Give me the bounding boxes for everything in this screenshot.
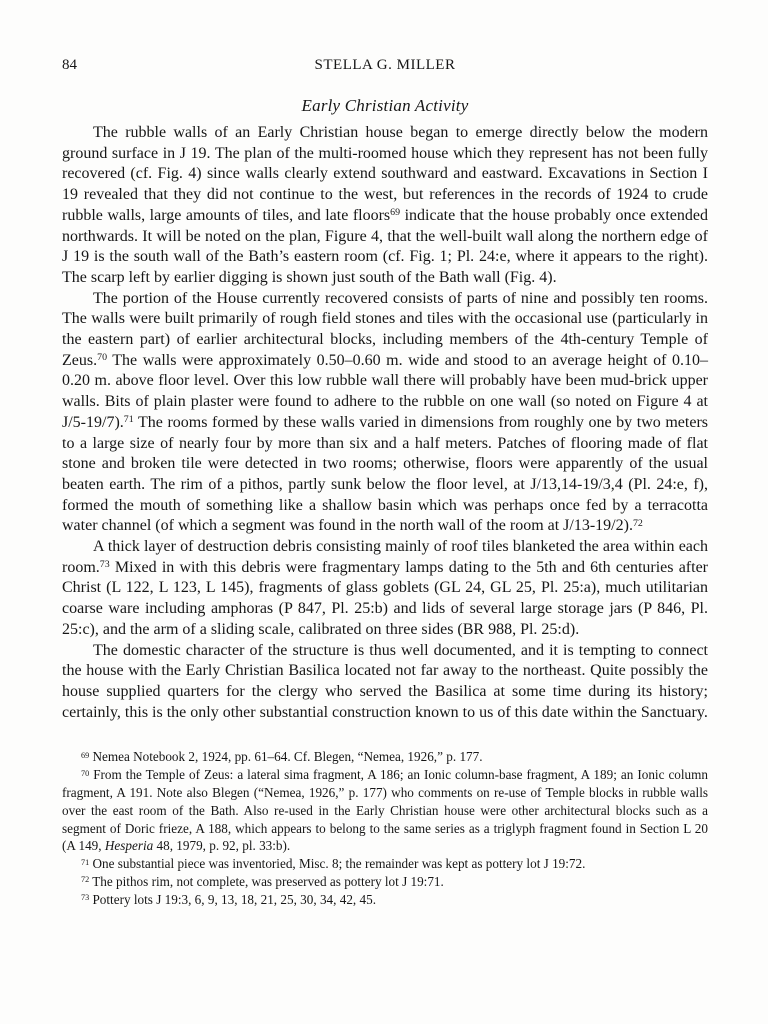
running-head: STELLA G. MILLER <box>314 57 456 73</box>
italic-text: Hesperia <box>104 838 154 854</box>
footnote <box>62 873 708 891</box>
footnote <box>62 891 708 909</box>
text-run: Nemea Notebook 2, 1924, pp. 61–64. Cf. Blegen, “Nemea, 1926,” p. 177. <box>92 749 483 765</box>
footnote-ref: 71 <box>123 414 134 426</box>
footnote-ref: 69 <box>390 207 401 219</box>
footnote-ref: 73 <box>99 559 110 571</box>
text-column <box>62 0 708 909</box>
footnote <box>62 748 708 766</box>
paragraph <box>62 641 708 724</box>
footnote-number: 70 <box>81 768 90 778</box>
paragraph <box>62 123 708 289</box>
paragraph <box>62 289 708 537</box>
text-run: 48, 1979, p. 92, pl. 33:b). <box>153 838 291 854</box>
text-run: Mixed in with this debris were fragmentary lamps dating to the 5th and 6th centuries after Christ (L 122, L 123, L 145), fragments of glass goblets (GL 24, GL 25, Pl. 25:a), much utilitarian coarse ware including amphoras (P 847, Pl. 25:b) and lids of several large storage jars (P 846, Pl. 25:c), and the arm of a sliding scale, calibrated on three sides (BR 988, Pl. 25:d). <box>62 558 708 638</box>
text-run: A thick layer of destruction debris consisting mainly of roof tiles blanketed the area within each room. <box>62 538 708 576</box>
running-header <box>62 57 708 75</box>
text-run: From the Temple of Zeus: a lateral sima fragment, A 186; an Ionic column-base fragment, A 189; an Ionic column fragment, A 191. Note also Blegen (“Nemea, 1926,” p. 177) who comments on re-use of Temple blocks in rubble walls over the east room of the Bath. Also re-used in the Early Christian house were other architectural blocks such as a segment of Doric frieze, A 188, which appears to belong to the same series as a triglyph fragment found in Section L 20 (A 149, <box>62 767 708 854</box>
body-text <box>62 123 708 723</box>
footnote-ref: 70 <box>97 352 108 364</box>
footnote-number: 69 <box>81 750 90 760</box>
footnote-ref: 72 <box>632 517 643 529</box>
text-run: The walls were approximately 0.50–0.60 m. wide and stood to an average height of 0.10–0.20 m. above floor level. Over this low rubble wall there will probably have been mud-brick upper walls. Bits of plain plaster were found to adhere to the rubble on one wall (so noted on Figure 4 at J/5-19/7). <box>62 351 708 431</box>
paragraph <box>62 537 708 641</box>
footnotes <box>62 748 708 908</box>
footnote-number: 72 <box>81 875 90 885</box>
text-run: The pithos rim, not complete, was preserved as pottery lot J 19:71. <box>92 873 444 889</box>
text-run: The rubble walls of an Early Christian house began to emerge directly below the modern ground surface in J 19. The plan of the multi-roomed house which they represent has not been fully recovered (cf. Fig. 4) since walls clearly extend southward and eastward. Excavations in Section I 19 revealed that they did not continue to the west, but references in the records of 1924 to crude rubble walls, large amounts of tiles, and late floors <box>62 124 708 224</box>
text-run: One substantial piece was inventoried, Misc. 8; the remainder was kept as pottery lot J 19:72. <box>92 856 586 872</box>
section-heading: Early Christian Activity <box>301 96 469 115</box>
text-run: indicate that the house probably once extended northwards. It will be noted on the plan, Figure 4, that the well-built wall along the northern edge of J 19 is the south wall of the Bath’s eastern room (cf. Fig. 1; Pl. 24:e, where it appears to the right). The scarp left by earlier digging is shown just south of the Bath wall (Fig. 4). <box>62 206 708 286</box>
text-run: The rooms formed by these walls varied in dimensions from roughly one by two meters to a large size of nearly four by more than six and a half meters. Patches of flooring made of flat stone and broken tile were detected in two rooms; otherwise, floors were apparently of the usual beaten earth. The rim of a pithos, partly sunk below the floor level, at J/13,14-19/3,4 (Pl. 24:e, f), formed the mouth of something like a shallow basin which was perhaps once fed by a terracotta water channel (of which a segment was found in the north wall of the room at J/13-19/2). <box>62 413 708 535</box>
page-number: 84 <box>62 57 77 73</box>
text-run: Pottery lots J 19:3, 6, 9, 13, 18, 21, 25, 30, 34, 42, 45. <box>92 891 377 907</box>
text-run: The portion of the House currently recovered consists of parts of nine and possibly ten rooms. The walls were built primarily of rough field stones and tiles with the occasional use (particularly in the eastern part) of earlier architectural blocks, including members of the 4th-century Temple of Zeus. <box>62 289 708 369</box>
footnote <box>62 855 708 873</box>
text-run: The domestic character of the structure is thus well documented, and it is tempting to connect the house with the Early Christian Basilica located not far away to the northeast. Quite possibly the house supplied quarters for the clergy who served the Basilica at some time during its history; certainly, this is the only other substantial construction known to us of this date within the Sanctuary. <box>62 641 708 721</box>
footnote-number: 71 <box>81 857 90 867</box>
footnote-number: 73 <box>81 893 90 903</box>
footnote <box>62 766 708 855</box>
